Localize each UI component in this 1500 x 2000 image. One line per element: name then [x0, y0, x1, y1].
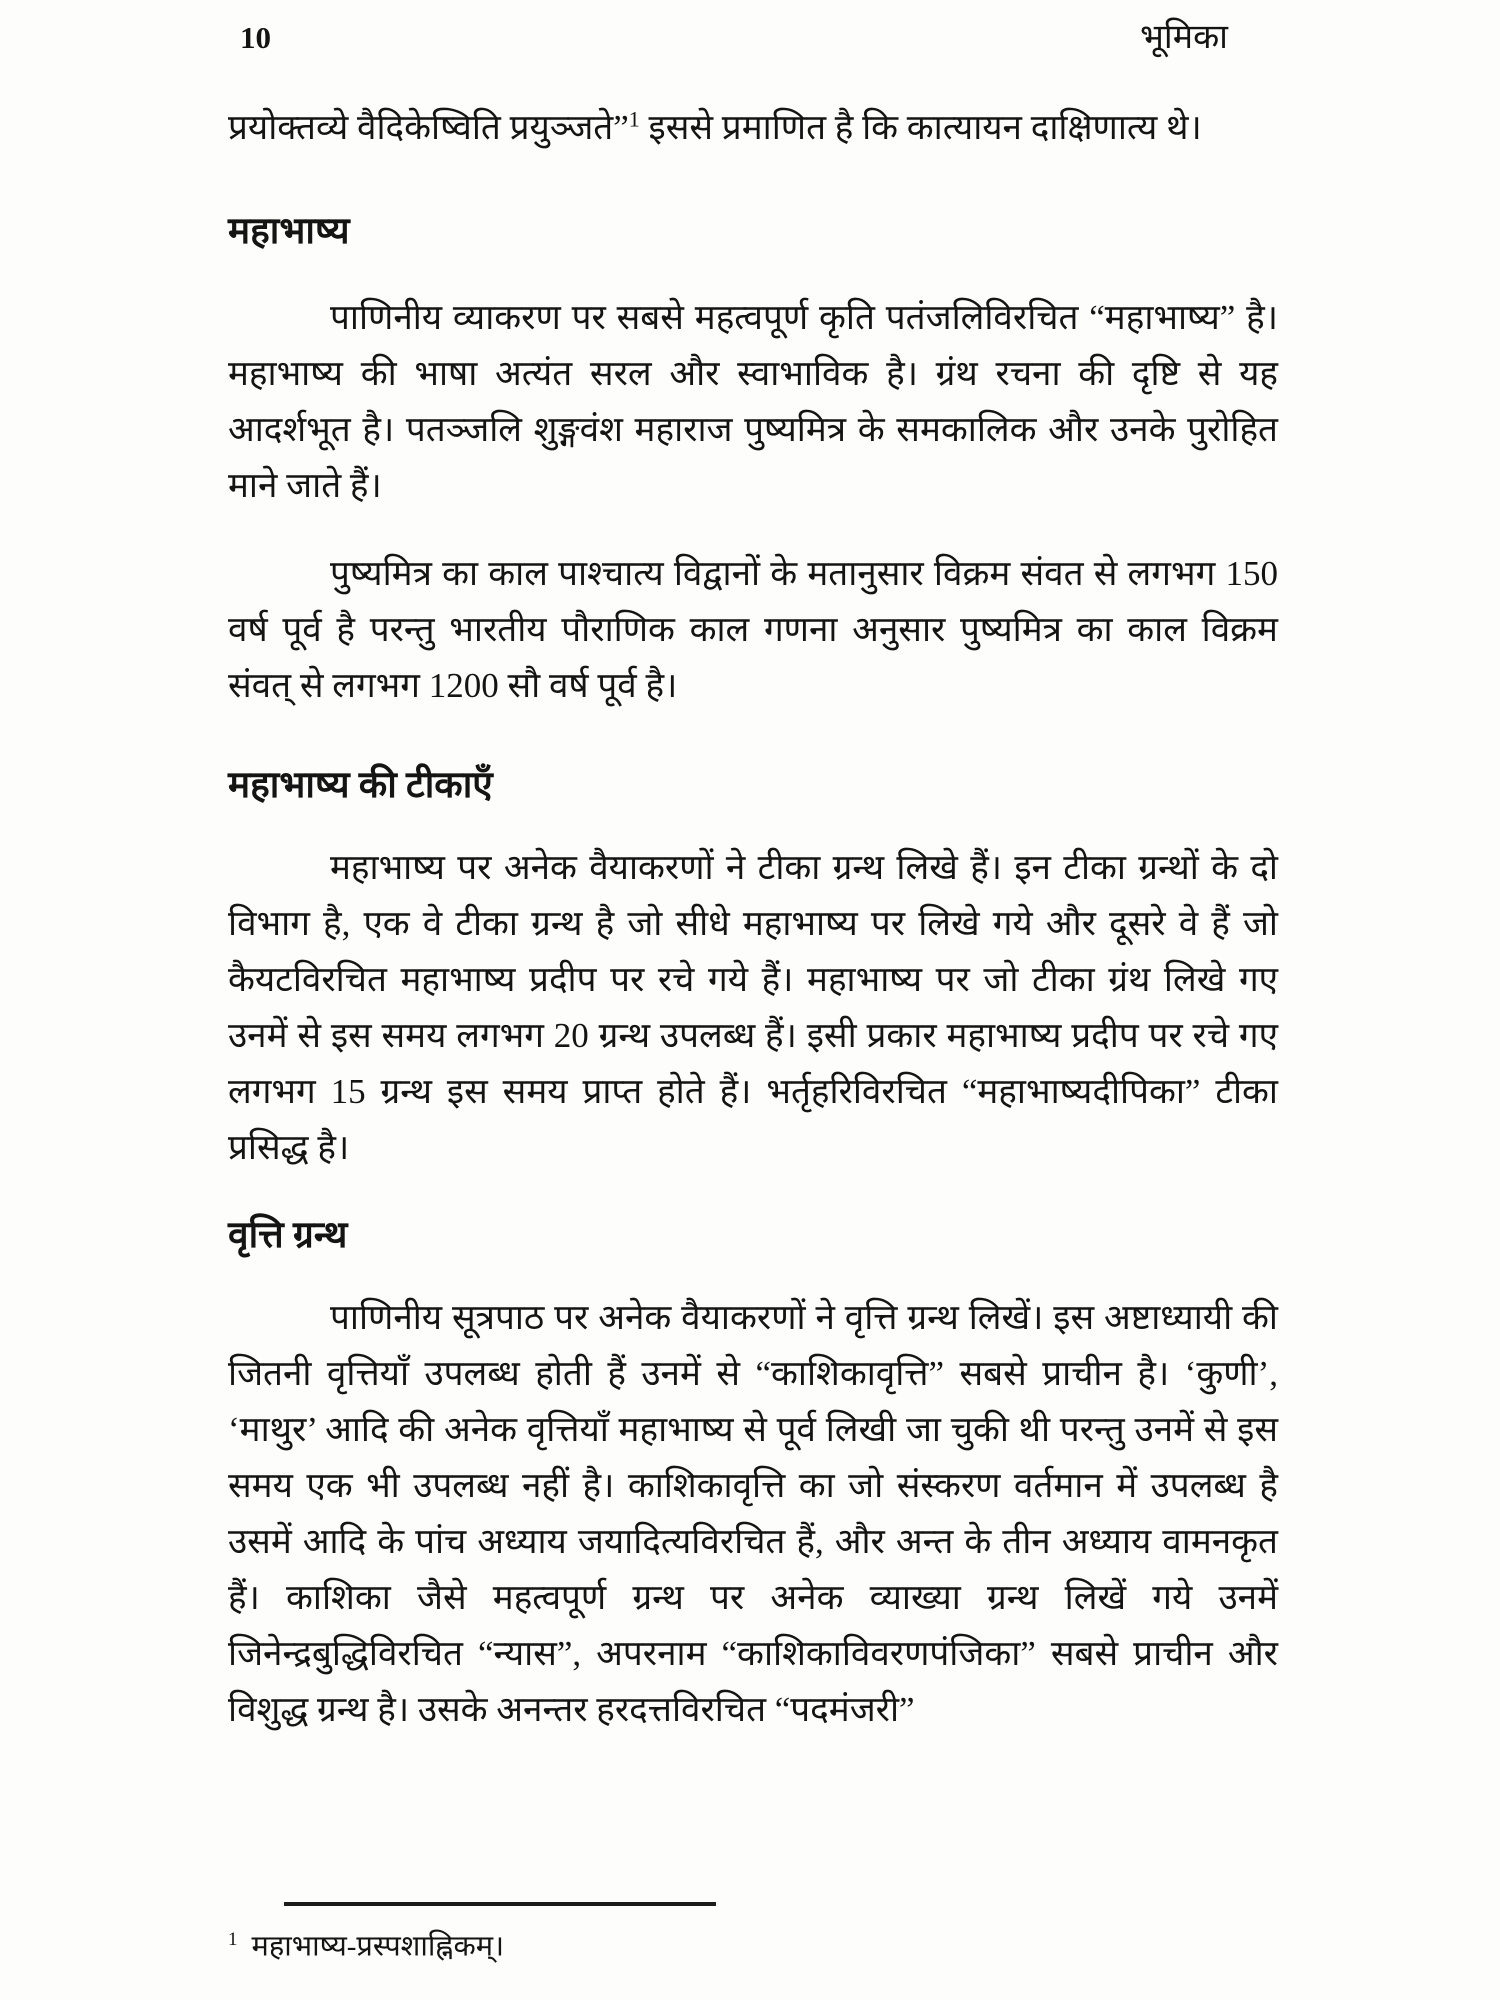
paragraph-mahabhashya-2: पुष्यमित्र का काल पाश्चात्य विद्वानों के मतानुसार विक्रम संवत से लगभग 150 वर्ष पूर्व है परन्तु भारतीय पौराणिक काल गणना अनुसार पुष्यमित्र का काल विक्रम संवत् से लगभग 1200 सौ वर्ष पूर्व है। [228, 554, 1278, 705]
footnote-separator-rule [284, 1902, 716, 1906]
paragraph-text: इससे प्रमाणित है कि कात्यायन दाक्षिणात्य थे। [639, 108, 1202, 147]
running-header [228, 16, 1278, 60]
footnote-marker: 1 [228, 1929, 238, 1950]
page-number: 10 [240, 20, 271, 55]
running-header-title: भूमिका [1140, 19, 1228, 56]
section-heading-mahabhashya-tikayen: महाभाष्य की टीकाएँ [228, 765, 493, 806]
footnote-area [228, 1902, 1278, 1967]
sanskrit-quote-text: प्रयोक्तव्ये वैदिकेष्विति प्रयुञ्जते” [228, 108, 629, 147]
footnote-text: महाभाष्य-प्रस्पशाह्निकम्। [251, 1930, 505, 1963]
paragraph-continued [228, 100, 1278, 156]
footnote-reference-mark: 1 [628, 106, 640, 132]
footnote-text-line [228, 1920, 1278, 1967]
paragraph-tikayen-1: महाभाष्य पर अनेक वैयाकरणों ने टीका ग्रन्थ लिखे हैं। इन टीका ग्रन्थों के दो विभाग है, एक वे टीका ग्रन्थ है जो सीधे महाभाष्य पर लिखे गये और दूसरे वे हैं जो कैयटविरचित महाभाष्य प्रदीप पर रचे गये हैं। महाभाष्य पर जो टीका ग्रंथ लिखे गए उनमें से इस समय लगभग 20 ग्रन्थ उपलब्ध हैं। इसी प्रकार महाभाष्य प्रदीप पर रचे गए लगभग 15 ग्रन्थ इस समय प्राप्त होते हैं। भर्तृहरिविरचित “महाभाष्यदीपिका” टीका प्रसिद्ध है। [228, 848, 1278, 1167]
paragraph-mahabhashya-1: पाणिनीय व्याकरण पर सबसे महत्वपूर्ण कृति पतंजलिविरचित “महाभाष्य” है। महाभाष्य की भाषा अत्यंत सरल और स्वाभाविक है। ग्रंथ रचना की दृष्टि से यह आदर्शभूत है। पतञ्जलि शुङ्गवंश महाराज पुष्यमित्र के समकालिक और उनके पुरोहित माने जाते हैं। [228, 298, 1278, 505]
section-heading-mahabhashya: महाभाष्य [228, 211, 350, 252]
section-heading-vritti-granth: वृत्ति ग्रन्थ [228, 1215, 348, 1256]
paragraph-vritti-1: पाणिनीय सूत्रपाठ पर अनेक वैयाकरणों ने वृत्ति ग्रन्थ लिखें। इस अष्टाध्यायी की जितनी वृत्तियाँ उपलब्ध होती हैं उनमें से “काशिकावृत्ति” सबसे प्राचीन है। ‘कुणी’, ‘माथुर’ आदि की अनेक वृत्तियाँ महाभाष्य से पूर्व लिखी जा चुकी थी परन्तु उनमें से इस समय एक भी उपलब्ध नहीं है। काशिकावृत्ति का जो संस्करण वर्तमान में उपलब्ध है उसमें आदि के पांच अध्याय जयादित्यविरचित हैं, और अन्त के तीन अध्याय वामनकृत हैं। काशिका जैसे महत्वपूर्ण ग्रन्थ पर अनेक व्याख्या ग्रन्थ लिखें गये उनमें जिनेन्द्रबुद्धिविरचित “न्यास”, अपरनाम “काशिकाविवरणपंजिका” सबसे प्राचीन और विशुद्ध ग्रन्थ है। उसके अनन्तर हरदत्तविरचित “पदमंजरी” [228, 1298, 1278, 1729]
